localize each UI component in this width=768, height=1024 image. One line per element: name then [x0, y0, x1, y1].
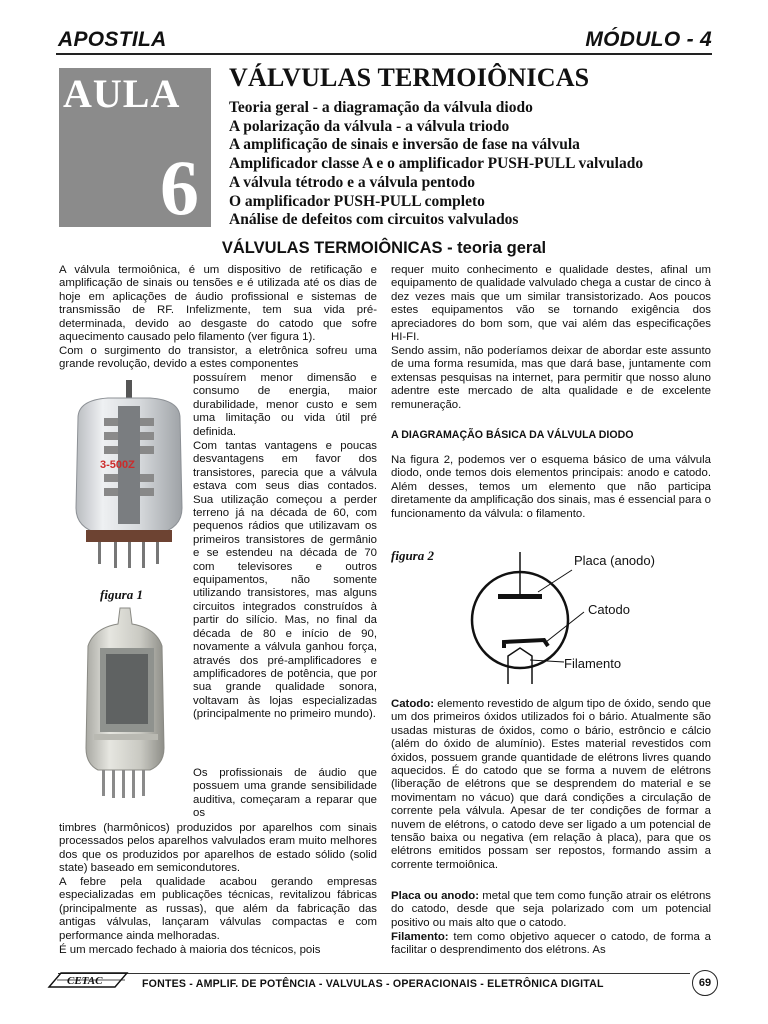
- cetac-logo: [47, 971, 133, 989]
- topic-list: [229, 99, 643, 230]
- figure-1-caption: figura 1: [100, 587, 143, 602]
- topic-item: O amplificador PUSH-PULL completo: [229, 192, 485, 210]
- catodo-term: Catodo:: [391, 698, 435, 710]
- label-catodo: Catodo: [588, 602, 630, 617]
- filamento-text: tem como objetivo aquecer o catodo, de forma a facilitar o desprendimento dos elétrons. As: [391, 931, 711, 957]
- right-paragraph-3: Na figura 2, podemos ver o esquema básico de uma válvula diodo, onde temos dois elementos principais: anodo e catodo. Além desses, temos um elemento que não participa diretamente da amplificação dos sinais, mas é essencial para o funcionamento da válvula: o filamento.: [391, 454, 711, 520]
- page-number: 69: [692, 970, 718, 996]
- filamento-term: Filamento:: [391, 931, 449, 943]
- header-left: APOSTILA: [58, 28, 167, 51]
- plate-symbol: [498, 594, 542, 599]
- section-title: [0, 239, 768, 258]
- left-paragraph-4-wide: timbres (harmônicos) produzidos por aparelhos com sinais processados pelos aparelhos valvulados eram muito melhores dos que os produzidos por aparelhos de estado sólido (solid state) baseado em semicondutores.: [59, 822, 377, 875]
- catodo-paragraph: [391, 698, 711, 872]
- topic-item: Amplificador classe A e o amplificador PUSH-PULL valvulado: [229, 155, 644, 173]
- left-paragraph-5: A febre pela qualidade acabou gerando empresas especializadas em publicações técnicas, revitalizou fábricas (principalmente as russas), que além da fabricação das antigas válvulas, lançaram válvulas compactas e com performance ainda melhoradas.: [59, 876, 377, 942]
- left-paragraph-4-narrow: Os profissionais de áudio que possuem uma grande sensibilidade auditiva, começaram a reparar que os: [193, 767, 377, 820]
- section-title-main: VÁLVULAS TERMOIÔNICAS: [221, 239, 443, 257]
- tube-1-label: 3-500Z: [100, 459, 135, 471]
- aula-word: AULA: [63, 71, 181, 116]
- label-filamento: Filamento: [564, 656, 622, 671]
- tube-1-base: [86, 530, 172, 542]
- topic-item: Teoria geral - a diagramação da válvula diodo: [229, 99, 533, 116]
- footer-rule: [58, 973, 690, 974]
- left-paragraph-2-start: Com o surgimento do transistor, a eletrônica sofreu uma grande revolução, devido a estes componentes: [59, 345, 377, 371]
- footer-text: FONTES - AMPLIF. DE POTÊNCIA - VALVULAS - OPERACIONAIS - ELETRÔNICA DIGITAL: [142, 978, 604, 990]
- topic-item: A polarização da válvula - a válvula triodo: [229, 117, 510, 135]
- figure-2-caption: figura 2: [391, 548, 434, 563]
- left-paragraph-6: É um mercado fechado à maioria dos técnicos, pois: [59, 944, 321, 956]
- filamento-paragraph: [391, 931, 711, 958]
- label-placa: Placa (anodo): [574, 553, 655, 568]
- section-title-sub: - teoria geral: [442, 239, 547, 257]
- placa-paragraph: [391, 890, 711, 930]
- placa-term: Placa ou anodo:: [391, 890, 480, 902]
- topic-item: A válvula tétrodo e a válvula pentodo: [229, 173, 476, 191]
- left-paragraph-2-narrow: possuírem menor dimensão e consumo de energia, maior durabilidade, menor custo e sem uma limitação ou vida útil pré definida.: [193, 372, 377, 438]
- placa-text: metal que tem como função atrair os elétrons do catodo, desde que seja polarizado com um potencial positivo ou mais alto que o catodo.: [391, 890, 711, 929]
- cathode-symbol: [504, 640, 548, 648]
- right-paragraph-2: Sendo assim, não poderíamos deixar de abordar este assunto de uma forma resumida, mas que dará base, juntamente com extensas pesquisas na internet, para permitir que nosso aluno adentre este mercado de alta qualidade e de excelente remuneração.: [391, 345, 711, 411]
- catodo-text: elemento revestido de algum tipo de óxido, sendo que um dos primeiros óxidos utilizados foi o bário. Atualmente são usadas misturas de óxidos, como o bário, estrôncio e cálcio (além do óxido de alumínio). Estes material revestidos com óxidos, possuem grande quantidade de elétrons livres quando aquecidos. É do catodo que se forma a nuvem de elétrons (liberação de elétrons que se desprendem do material e se movimentam no vácuo) que dará condições a circulação de corrente pela válvula. Apesar de ter condições de formar a nuvem de elétrons, o catodo deve ser ligado a um potencial de tensão baixa ou negativa (em relação à placa), para que os elétrons emitidos possam ser repostos, formando assim a corrente termoiônica.: [391, 698, 711, 871]
- topic-item: Análise de defeitos com circuitos valvulados: [229, 211, 519, 229]
- subheading-diodo: A DIAGRAMAÇÃO BÁSICA DA VÁLVULA DIODO: [391, 429, 634, 441]
- header-rule: [56, 53, 712, 55]
- topic-item: A amplificação de sinais e inversão de fase na válvula: [229, 136, 580, 154]
- svg-text:CETAC: CETAC: [67, 975, 103, 987]
- aula-box: [59, 68, 211, 231]
- figure-2-diagram: [460, 548, 700, 688]
- right-paragraph-1: requer muito conhecimento e qualidade destes, afinal um equipamento de qualidade valvulado chega a custar de cinco à dez vezes mais que um similar transistorizado. Aos poucos estes equipamentos vão se tornando exigência dos apreciadores do bom som, que vai além das especificações HI-FI.: [391, 264, 711, 344]
- header-right: MÓDULO - 4: [585, 28, 712, 51]
- left-paragraph-3: Com tantas vantagens e poucas desvantagens em favor dos transistores, parecia que a válvula estava com seus dias contados. Sua utilização começou a perder terreno já na década de 60, com pequenos rádios que utilizavam os primeiros transistores de germânio e se estendeu na década de 70 com televisores e outros equipamentos, não somente utilizando transistores, mas alguns circuitos integrados construídos à partir do silício. Mas, no final da década de 80 e início de 90, novamente a válvula ganhou força, através dos pré-amplificadores e amplificadores de potência, que por sua grande qualidade sonora, voltavam às lojas especializadas (principalmente no primeiro mundo).: [193, 440, 377, 721]
- page-title: VÁLVULAS TERMOIÔNICAS: [229, 63, 590, 92]
- left-paragraph-1: A válvula termoiônica, é um dispositivo de retificação e amplificação de sinais ou tensões e é utilizada até os dias de hoje em aplicações de áudio profissional e sistemas de transmissão de RF. Infelizmente, tem sua vida pré-determinada, devido ao desgaste do catodo que sofre aquecimento causado pelo filamento (ver figura 1).: [59, 264, 377, 344]
- aula-number: 6: [160, 144, 199, 231]
